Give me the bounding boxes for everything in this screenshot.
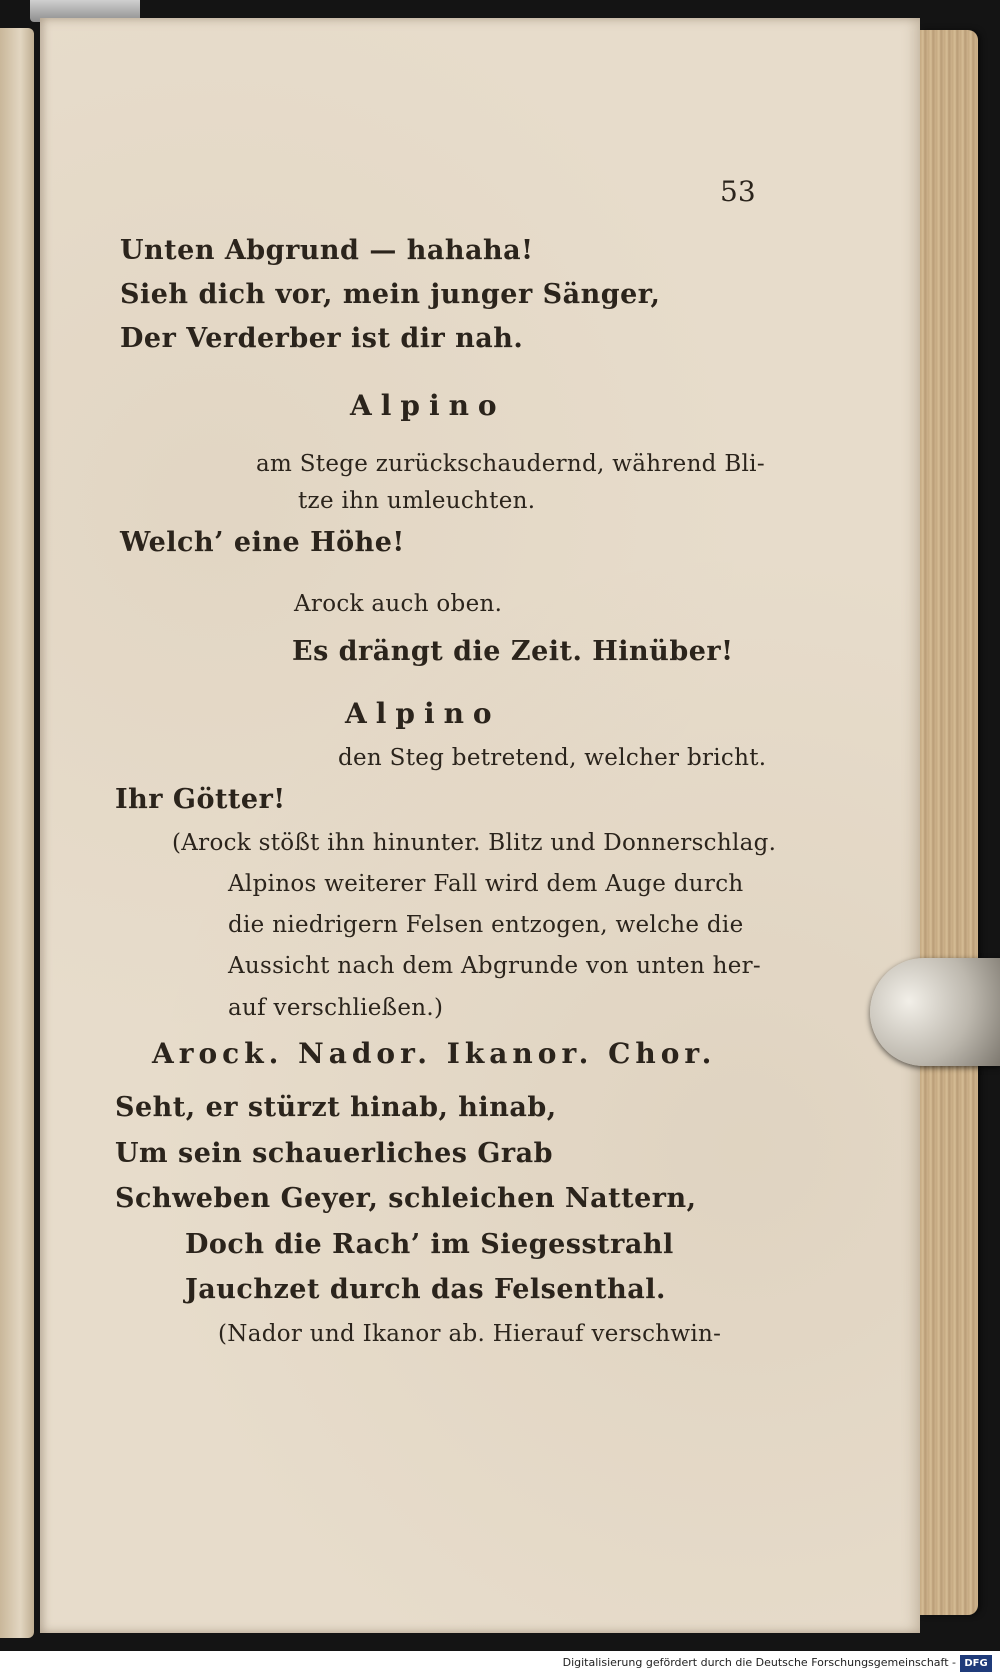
left-page-edge xyxy=(0,28,34,1638)
verse-line: Der Verderber ist dir nah. xyxy=(120,323,524,354)
stage-direction: (Arock stößt ihn hinunter. Blitz und Donnerschlag. xyxy=(172,830,777,856)
verse-line: Welch’ eine Höhe! xyxy=(120,527,405,558)
speaker-direction: Arock auch oben. xyxy=(294,591,503,617)
verse-line: Es drängt die Zeit. Hinüber! xyxy=(292,636,734,667)
verse-line: Ihr Götter! xyxy=(115,784,286,815)
stage-direction: Aussicht nach dem Abgrunde von unten her- xyxy=(228,953,762,979)
stage-direction: am Stege zurückschaudernd, während Bli- xyxy=(256,451,765,477)
verse-line: Jauchzet durch das Felsenthal. xyxy=(185,1274,666,1305)
page-stack-edge xyxy=(920,30,978,1615)
speaker-name: Alpino xyxy=(345,697,501,730)
page-number: 53 xyxy=(720,175,756,208)
verse-line: Seht, er stürzt hinab, hinab, xyxy=(115,1092,557,1123)
speaker-name: Alpino xyxy=(350,389,506,422)
footer-bar xyxy=(0,1651,1000,1677)
stage-direction: (Nador und Ikanor ab. Hierauf verschwin- xyxy=(218,1321,722,1347)
verse-line: Unten Abgrund — hahaha! xyxy=(120,235,534,266)
paper-clip xyxy=(870,958,1000,1066)
verse-line: Doch die Rach’ im Siegesstrahl xyxy=(185,1229,674,1260)
verse-line: Um sein schauerliches Grab xyxy=(115,1138,553,1169)
stage-direction: tze ihn umleuchten. xyxy=(298,488,536,514)
stage-direction: Alpinos weiterer Fall wird dem Auge durch xyxy=(228,871,744,897)
speaker-names: Arock. Nador. Ikanor. Chor. xyxy=(152,1037,717,1070)
stage-direction: die niedrigern Felsen entzogen, welche die xyxy=(228,912,744,938)
verse-line: Sieh dich vor, mein junger Sänger, xyxy=(120,279,661,310)
dfg-logo: DFG xyxy=(960,1655,992,1672)
verse-line: Schweben Geyer, schleichen Nattern, xyxy=(115,1183,697,1214)
footer-credit: Digitalisierung gefördert durch die Deutsche Forschungsgemeinschaft - xyxy=(562,1656,956,1669)
stage-direction: auf verschließen.) xyxy=(228,995,444,1021)
stage-direction: den Steg betretend, welcher bricht. xyxy=(338,745,767,771)
